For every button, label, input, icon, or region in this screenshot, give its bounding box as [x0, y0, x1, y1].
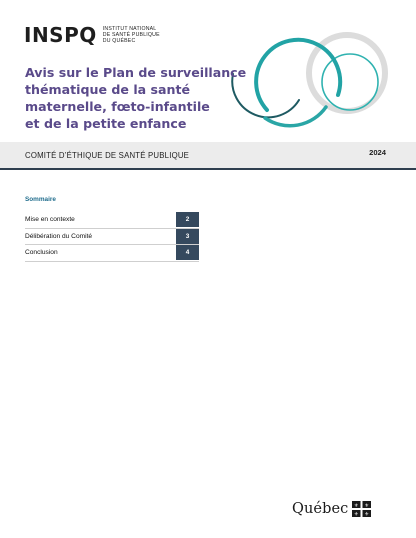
title-line: Avis sur le Plan de surveillance — [25, 65, 247, 80]
inspq-logo — [24, 24, 173, 46]
logo-subtitle-line: INSTITUT NATIONAL — [102, 26, 157, 32]
toc-item[interactable] — [25, 229, 199, 246]
decorative-circles — [225, 28, 395, 138]
logo-subtitle — [103, 26, 173, 44]
committee-name: COMITÉ D’ÉTHIQUE DE SANTÉ PUBLIQUE — [25, 151, 190, 160]
title-line: maternelle, fœto-infantile — [25, 99, 210, 114]
quebec-logo — [292, 500, 371, 518]
quebec-flag-icon — [352, 501, 371, 517]
svg-text:⚜: ⚜ — [354, 511, 359, 517]
toc-item[interactable] — [25, 245, 199, 262]
svg-text:⚜: ⚜ — [354, 503, 359, 509]
toc-heading: Sommaire — [25, 196, 56, 203]
toc-page-number: 3 — [176, 229, 199, 244]
logo-wordmark: INSPQ — [24, 23, 97, 47]
title-line: et de la petite enfance — [25, 116, 187, 131]
toc-item[interactable] — [25, 212, 199, 229]
toc-item-label: Mise en contexte — [25, 216, 75, 224]
toc-page-number: 4 — [176, 245, 199, 260]
logo-subtitle-line: DE SANTÉ PUBLIQUE — [102, 32, 160, 38]
toc-page-number: 2 — [176, 212, 199, 227]
svg-text:⚜: ⚜ — [364, 511, 370, 517]
toc-item-label: Délibération du Comité — [25, 232, 93, 240]
document-title — [25, 64, 247, 132]
title-line: thématique de la santé — [25, 82, 191, 97]
quebec-wordmark: Québec — [292, 501, 349, 517]
logo-subtitle-line: DU QUÉBEC — [102, 38, 136, 44]
publication-year: 2024 — [369, 148, 386, 157]
svg-text:⚜: ⚜ — [364, 503, 370, 509]
committee-band — [0, 142, 416, 170]
circle-small-teal — [322, 54, 378, 110]
toc-item-label: Conclusion — [25, 249, 58, 257]
table-of-contents — [25, 212, 199, 262]
